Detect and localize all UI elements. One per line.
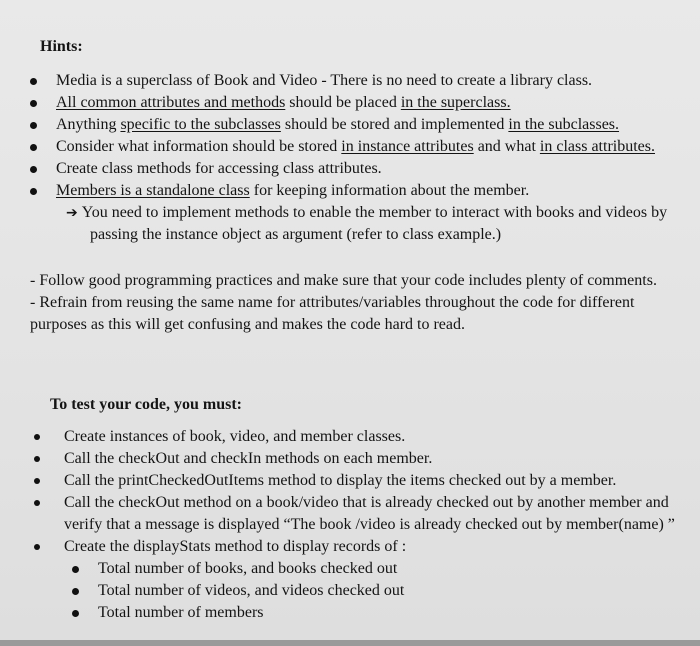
stats-item: Total number of videos, and videos checked out bbox=[64, 580, 694, 602]
hint-item: Create class methods for accessing class attributes. bbox=[30, 158, 690, 180]
stats-item: Total number of members bbox=[64, 602, 694, 624]
hints-list bbox=[30, 70, 690, 202]
note-line: - Follow good programming practices and make sure that your code includes plenty of comments. bbox=[30, 272, 657, 289]
test-item: Call the printCheckedOutItems method to display the items checked out by a member. bbox=[34, 470, 694, 492]
tests-heading: To test your code, you must: bbox=[50, 396, 243, 413]
hint-item: Members is a standalone class for keeping information about the member. bbox=[30, 180, 690, 202]
hint-item: Anything specific to the subclasses should be stored and implemented in the subclasses. bbox=[30, 114, 690, 136]
note-line: - Refrain from reusing the same name for attributes/variables throughout the code for different bbox=[30, 294, 635, 311]
hints-heading: Hints: bbox=[40, 38, 83, 55]
hint-item: Media is a superclass of Book and Video - There is no need to create a library class. bbox=[30, 70, 690, 92]
hint-item: Consider what information should be stored in instance attributes and what in class attributes. bbox=[30, 136, 690, 158]
hint-subitem-cont: passing the instance object as argument (refer to class example.) bbox=[90, 226, 502, 243]
test-item: Call the checkOut and checkIn methods on each member. bbox=[34, 448, 694, 470]
arrow-right-icon: ➔ bbox=[66, 205, 78, 221]
test-item: Create instances of book, video, and member classes. bbox=[34, 426, 694, 448]
hint-subitem: ➔ You need to implement methods to enable the member to interact with books and videos by bbox=[66, 204, 668, 221]
hint-item: All common attributes and methods should be placed in the superclass. bbox=[30, 92, 690, 114]
tests-list bbox=[34, 426, 694, 624]
stats-item: Total number of books, and books checked out bbox=[64, 558, 694, 580]
test-item: Create the displayStats method to display records of : Total number of books, and books checked out Total number of videos, and videos checked out Total number of members bbox=[34, 536, 694, 624]
test-item: Call the checkOut method on a book/video that is already checked out by another member and verify that a message is displayed “The book /video is already checked out by member(name) ” bbox=[34, 492, 694, 536]
stats-list bbox=[64, 558, 694, 624]
note-line: purposes as this will get confusing and makes the code hard to read. bbox=[30, 316, 465, 333]
page-edge bbox=[0, 640, 700, 646]
